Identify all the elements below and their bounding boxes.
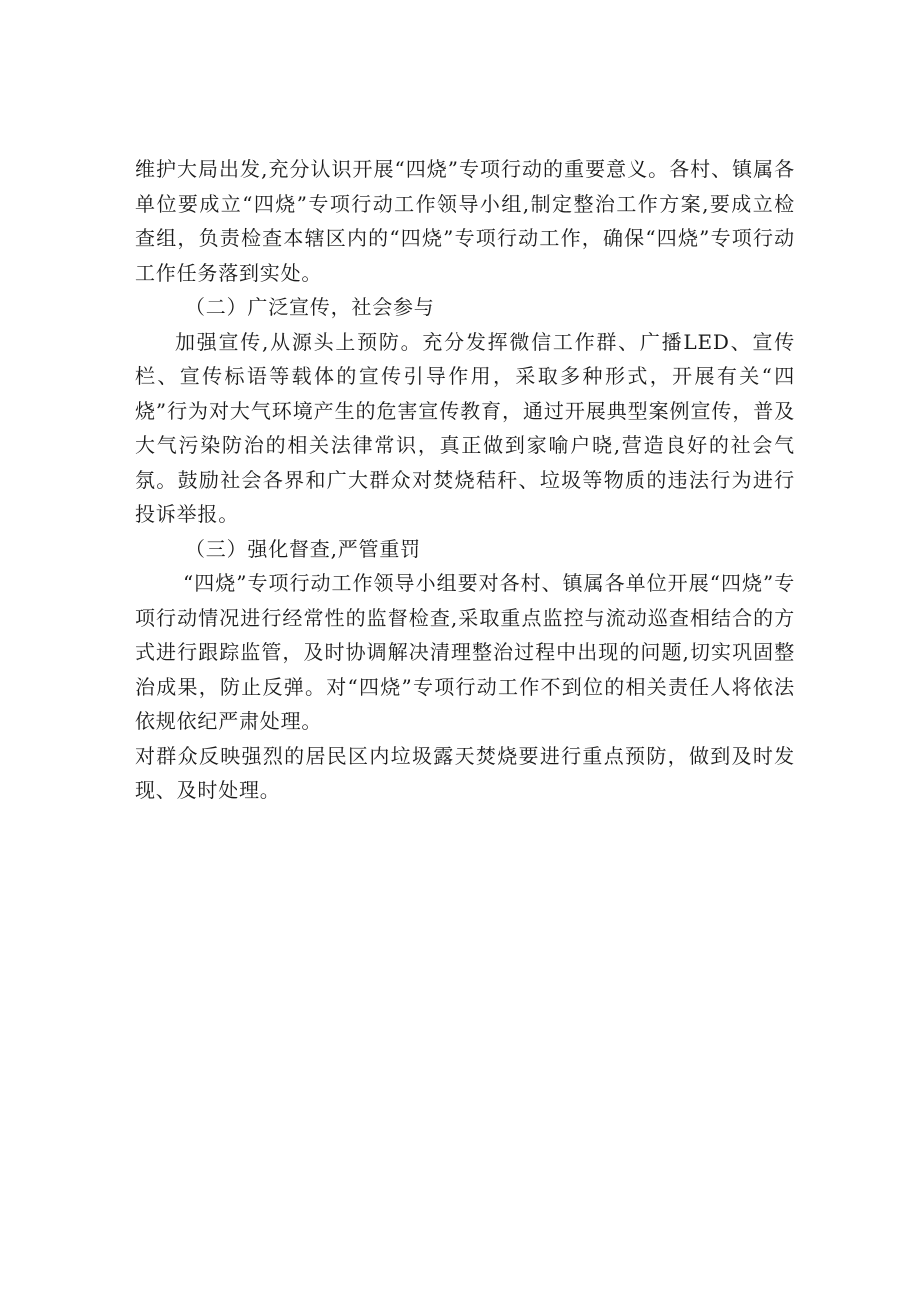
paragraph-residential: 对群众反映强烈的居民区内垃圾露天焚烧要进行重点预防，做到及时发现、及时处理。 [135, 743, 795, 802]
paragraph-publicity: 加强宣传,从源头上预防。充分发挥微信工作群、广播LED、宣传栏、宣传标语等载体的宣传引导作用，采取多种形式，开展有关“四烧”行为对大气环境产生的危害宣传教育，通过开展典型案例宣传，普及大气污染防治的相关法律常识，真正做到家喻户晓,营造良好的社会气氛。鼓励社会各界和广大群众对焚烧秸秆、垃圾等物质的违法行为进行投诉举报。 [135, 329, 795, 526]
section-heading-2: （二）广泛宣传，社会参与 [185, 295, 435, 319]
document-body [135, 152, 795, 808]
paragraph-supervision: “四烧”专项行动工作领导小组要对各村、镇属各单位开展“四烧”专项行动情况进行经常性的监督检查,采取重点监控与流动巡查相结合的方式进行跟踪监管，及时协调解决清理整治过程中出现的问题,切实巩固整治成果，防止反弹。对“四烧”专项行动工作不到位的相关责任人将依法依规依纪严肃处理。 [135, 571, 795, 733]
section-heading-3: （三）强化督查,严管重罚 [185, 536, 421, 561]
paragraph-continuation: 维护大局出发,充分认识开展“四烧”专项行动的重要意义。各村、镇属各单位要成立“四烧”专项行动工作领导小组,制定整治工作方案,要成立检查组，负责检查本辖区内的“四烧”专项行动工作，确保“四烧”专项行动工作任务落到实处。 [135, 157, 795, 285]
